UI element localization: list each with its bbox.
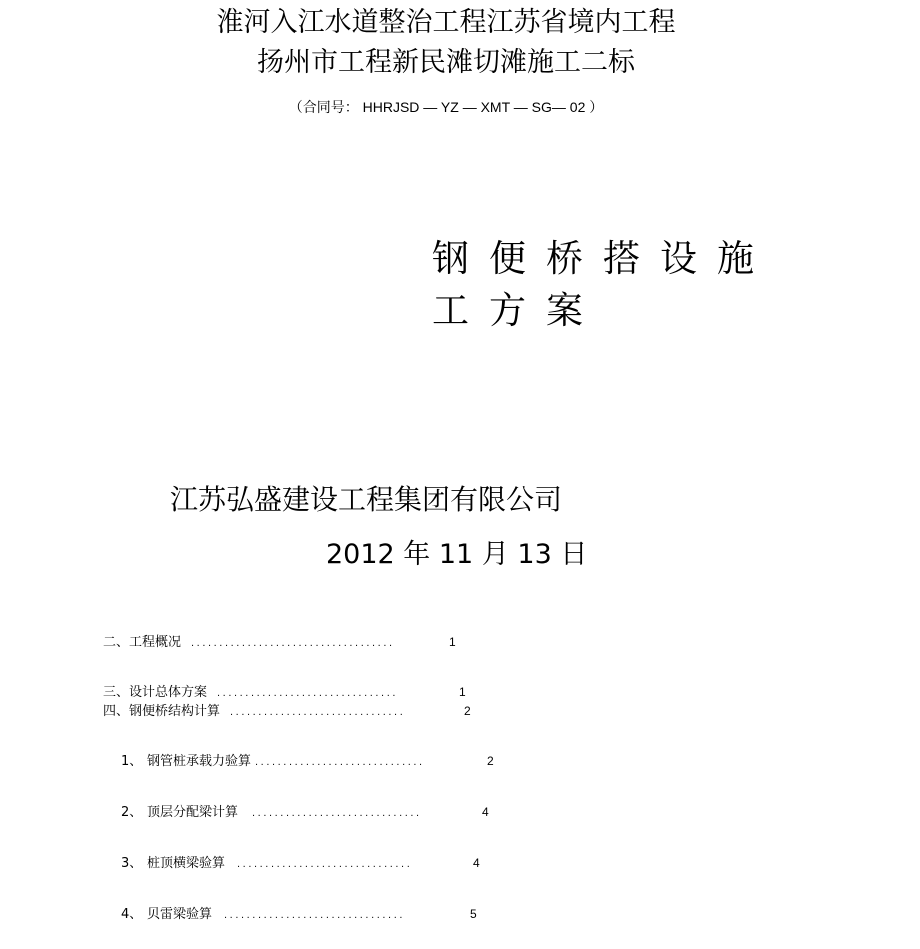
toc-label: 工程概况 [129, 635, 182, 650]
toc-leader-dots: .................................... [191, 637, 395, 649]
toc-entry-distribution-beam[interactable] [121, 803, 489, 822]
toc-leader-dots: ............................... [230, 706, 406, 718]
contract-number: （合同号： HHRJSD — YZ — XMT — SG— 02 ） [288, 99, 604, 115]
toc-page-number: 1 [449, 635, 456, 649]
toc-number: 2、 [121, 805, 143, 820]
toc-leader-dots: ............................... [237, 858, 413, 870]
toc-label: 顶层分配梁计算 [147, 805, 239, 820]
toc-number: 1、 [121, 754, 143, 769]
project-title-line-1: 淮河入江水道整治工程江苏省境内工程 [216, 7, 676, 38]
toc-leader-dots: .............................. [255, 756, 425, 768]
toc-entry-overall-design[interactable] [103, 683, 466, 702]
toc-entry-bailey-beam[interactable] [121, 905, 477, 924]
toc-page-number: 4 [482, 805, 489, 819]
toc-page-number: 1 [459, 685, 466, 699]
toc-page-number: 5 [470, 907, 477, 921]
document-date: 2012 年 11 月 13 日 [326, 539, 588, 570]
toc-page-number: 4 [473, 856, 480, 870]
toc-page-number: 2 [487, 754, 494, 768]
toc-entry-structural-calc[interactable] [103, 702, 471, 721]
toc-entry-cap-beam[interactable] [121, 854, 480, 873]
toc-number: 三、 [103, 685, 130, 700]
toc-label: 贝雷梁验算 [147, 907, 213, 922]
toc-number: 二、 [103, 635, 130, 650]
toc-leader-dots: ................................ [224, 909, 406, 921]
toc-label: 钢管桩承载力验算 [147, 754, 252, 769]
toc-leader-dots: .............................. [252, 807, 422, 819]
toc-number: 3、 [121, 856, 143, 871]
toc-label: 设计总体方案 [129, 685, 208, 700]
toc-number: 4、 [121, 907, 143, 922]
toc-entry-project-overview[interactable] [103, 633, 456, 652]
project-title-line-2: 扬州市工程新民滩切滩施工二标 [257, 47, 635, 78]
toc-label: 钢便桥结构计算 [129, 704, 221, 719]
toc-label: 桩顶横梁验算 [147, 856, 226, 871]
document-title-line-1: 钢便桥搭设施 [432, 237, 774, 280]
toc-entry-pile-capacity[interactable] [121, 752, 494, 771]
toc-page-number: 2 [464, 704, 471, 718]
toc-number: 四、 [103, 704, 130, 719]
company-name: 江苏弘盛建设工程集团有限公司 [170, 483, 563, 516]
toc-leader-dots: ................................ [217, 687, 399, 699]
document-title-line-2: 工方案 [432, 289, 603, 332]
